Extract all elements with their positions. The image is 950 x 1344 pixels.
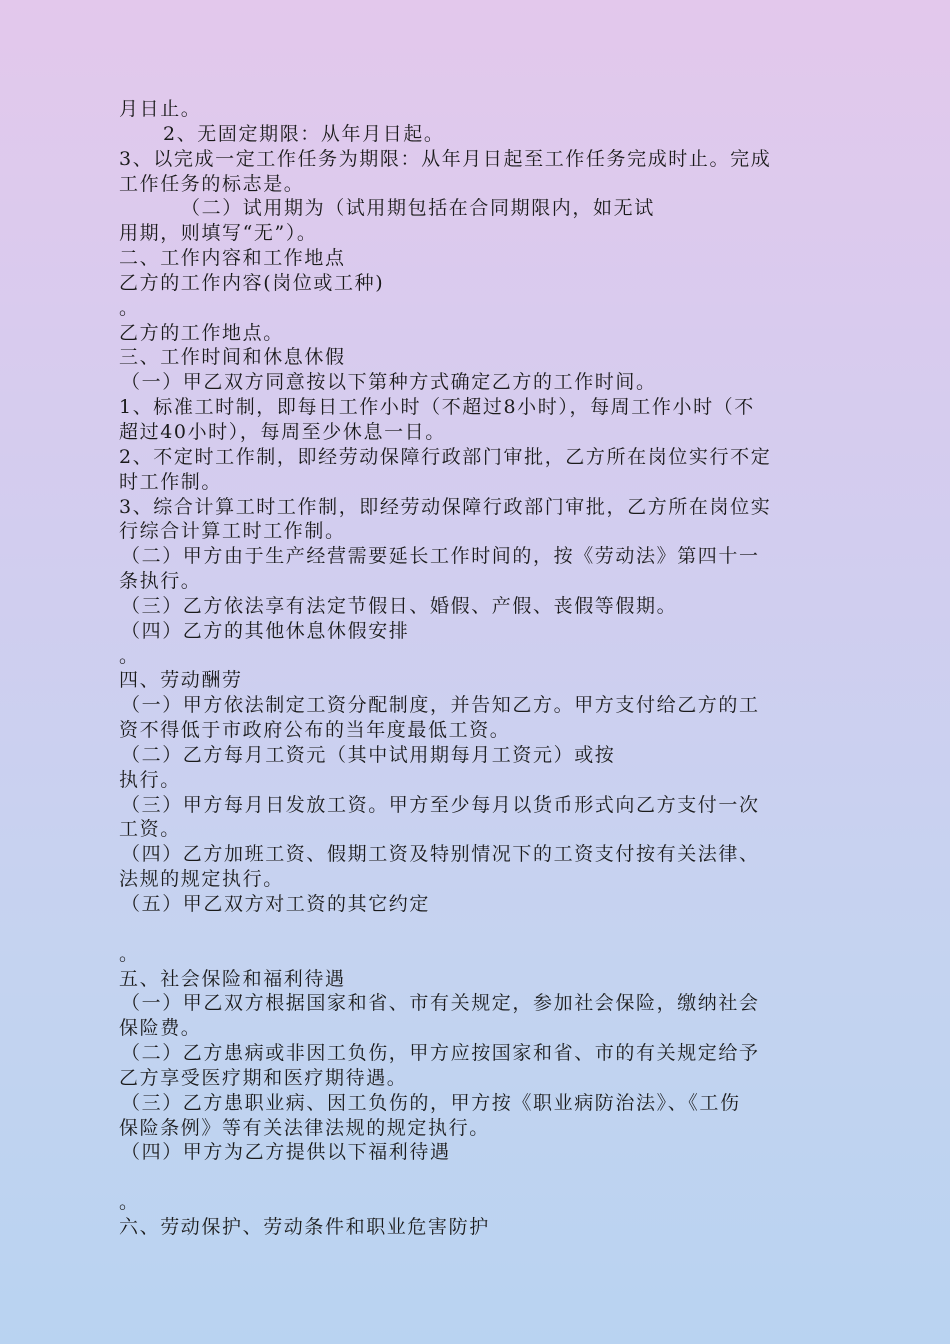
text-line: 月日止。: [119, 98, 202, 120]
text-line: 乙方享受医疗期和医疗期待遇。: [119, 1066, 408, 1089]
text-line: （二）甲方由于生产经营需要延长工作时间的，按《劳动法》第四十一: [121, 545, 760, 568]
text-line: [119, 917, 839, 942]
text-line: （二）试用期为（试用期包括在合同期限内，如无试: [181, 197, 655, 220]
text-line: 。: [119, 644, 140, 667]
text-line: 法规的规定执行。: [119, 868, 284, 891]
text-line: （四）甲方为乙方提供以下福利待遇: [121, 1141, 451, 1164]
text-line: （一）甲方依法制定工资分配制度，并告知乙方。甲方支付给乙方的工: [121, 694, 760, 717]
text-line: （三）乙方患职业病、因工负伤的，甲方按《职业病防治法》、《工伤: [121, 1091, 741, 1114]
text-line: （三）甲方每月日发放工资。甲方至少每月以货币形式向乙方支付一次: [121, 793, 760, 816]
text-line: 3、综合计算工时工作制，即经劳动保障行政部门审批，乙方所在岗位实: [119, 495, 772, 518]
text-line: （三）乙方依法享有法定节假日、婚假、产假、丧假等假期。: [121, 594, 678, 617]
text-line: （四）乙方的其他休息休假安排: [121, 619, 410, 642]
text-line: 条执行。: [119, 570, 202, 593]
text-line: （五）甲乙双方对工资的其它约定: [121, 893, 431, 915]
text-line: 2、不定时工作制，即经劳动保障行政部门审批，乙方所在岗位实行不定: [119, 445, 772, 468]
text-line: 六、劳动保护、劳动条件和职业危害防护: [119, 1215, 490, 1238]
text-line: 五、社会保险和福利待遇: [119, 967, 346, 990]
text-line: （一）甲乙双方同意按以下第种方式确定乙方的工作时间。: [121, 371, 657, 394]
text-line: 乙方的工作内容(岗位或工种): [119, 271, 385, 294]
text-line: 工资。: [119, 818, 181, 841]
text-line: 2、无固定期限：从年月日起。: [163, 122, 445, 145]
text-line: 资不得低于市政府公布的当年度最低工资。: [119, 719, 511, 742]
text-line: 1、标准工时制，即每日工作小时（不超过8小时），每周工作小时（不: [119, 396, 755, 419]
text-line: 执行。: [119, 768, 181, 791]
document-body: [119, 97, 839, 1240]
text-line: 三、工作时间和休息休假: [119, 346, 346, 369]
text-line: 超过40小时），每周至少休息一日。: [119, 420, 446, 443]
text-line: （二）乙方每月工资元（其中试用期每月工资元）或按: [121, 743, 616, 766]
text-line: （四）乙方加班工资、假期工资及特别情况下的工资支付按有关法律、: [121, 843, 760, 866]
text-line: （二）乙方患病或非因工负伤，甲方应按国家和省、市的有关规定给予: [121, 1042, 760, 1065]
text-line: 工作任务的标志是。: [119, 172, 305, 195]
text-line: 四、劳动酬劳: [119, 669, 243, 692]
text-line: 时工作制。: [119, 470, 223, 493]
text-line: [119, 1165, 839, 1190]
text-line: 用期，则填写“无”）。: [119, 222, 318, 245]
text-line: 。: [119, 296, 140, 319]
text-line: 保险条例》等有关法律法规的规定执行。: [119, 1116, 490, 1139]
text-line: 二、工作内容和工作地点: [119, 247, 346, 270]
text-line: 行综合计算工时工作制。: [119, 520, 346, 543]
text-line: 3、以完成一定工作任务为期限：从年月日起至工作任务完成时止。完成: [119, 147, 772, 170]
text-line: （一）甲乙双方根据国家和省、市有关规定，参加社会保险，缴纳社会: [121, 992, 760, 1015]
text-line: 。: [119, 942, 140, 965]
text-line: 。: [119, 1191, 140, 1214]
text-line: 保险费。: [119, 1017, 202, 1040]
text-line: 乙方的工作地点。: [119, 321, 284, 344]
